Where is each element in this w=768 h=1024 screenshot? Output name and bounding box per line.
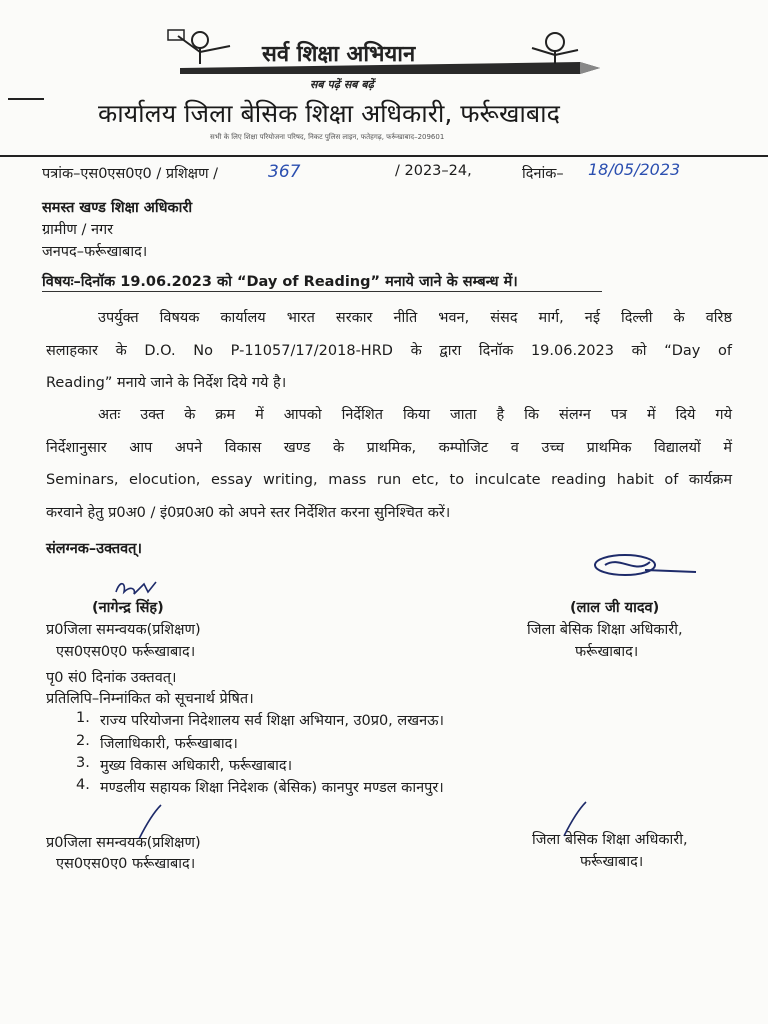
list-number: 1. <box>76 710 90 726</box>
coordinator-title: प्र0जिला समन्वयक(प्रशिक्षण) <box>46 622 201 638</box>
ref-year: / 2023–24, <box>395 163 472 179</box>
addressee-line-3: जनपद–फर्रूखाबाद। <box>42 244 148 260</box>
logo-tagline: सब पढ़ें सब बढ़ें <box>310 78 374 91</box>
margin-mark <box>8 98 44 100</box>
copy-ref-line: पृ0 सं0 दिनांक उक्तवत्। <box>46 670 177 686</box>
dbeo-signature <box>590 550 700 580</box>
letter-date: 18/05/2023 <box>588 160 681 179</box>
list-item: मण्डलीय सहायक शिक्षा निदेशक (बेसिक) कानपुर मण्डल कानपुर। <box>100 780 444 796</box>
list-number: 2. <box>76 733 90 749</box>
body-line: सलाहकार के D.O. No P-11057/17/2018-HRD के द्वारा दिनॉक 19.06.2023 को “Day of <box>46 342 732 359</box>
ref-number: 367 <box>268 162 301 182</box>
logo-title: सर्व शिक्षा अभियान <box>262 41 416 67</box>
subject-line: विषयः–दिनॉक 19.06.2023 को “Day of Reading” मनाये जाने के सम्बन्ध में। <box>42 274 518 290</box>
body-line: उपर्युक्त विषयक कार्यालय भारत सरकार नीति भवन, संसद मार्ग, नई दिल्ली के वरिष्ठ <box>98 310 732 326</box>
body-line: निर्देशानुसार आप अपने विकास खण्ड के प्राथमिक, कम्पोजिट व उच्च प्राथमिक विद्यालयों में <box>46 439 732 456</box>
coordinator-name: (नागेन्द्र सिंह) <box>92 600 164 616</box>
dbeo-office: फर्रूखाबाद। <box>575 644 639 660</box>
ref-label: पत्रांक–एस0एस0ए0 / प्रशिक्षण / <box>42 166 219 182</box>
enclosure-note: संलग्नक–उक्तवत्। <box>46 541 142 557</box>
footer-dbeo-title: जिला बेसिक शिक्षा अधिकारी, <box>532 832 688 848</box>
footer-coordinator-title: प्र0जिला समन्वयक(प्रशिक्षण) <box>46 835 201 851</box>
list-number: 4. <box>76 777 90 793</box>
subject-underline <box>42 291 602 292</box>
footer-coordinator-office: एस0एस0ए0 फर्रूखाबाद। <box>56 856 196 872</box>
body-paragraph-2 <box>46 399 732 529</box>
date-label: दिनांक– <box>522 166 564 182</box>
footer-dbeo-office: फर्रूखाबाद। <box>580 854 644 870</box>
dbeo-name: (लाल जी यादव) <box>570 600 660 616</box>
header-rule <box>0 155 768 157</box>
body-line: Seminars, elocution, essay writing, mass run etc, to inculcate reading habit of कार्यक्रम <box>46 472 732 488</box>
list-item: राज्य परियोजना निदेशालय सर्व शिक्षा अभियान, उ0प्र0, लखनऊ। <box>100 713 445 729</box>
copy-intro: प्रतिलिपि–निम्नांकित को सूचनार्थ प्रेषित। <box>46 691 254 707</box>
body-line: Reading” मनाये जाने के निर्देश दिये गये है। <box>46 375 287 391</box>
addressee-line-1: समस्त खण्ड शिक्षा अधिकारी <box>42 200 193 216</box>
list-number: 3. <box>76 755 90 771</box>
office-address: सभी के लिए शिक्षा परियोजना परिषद, निकट पुलिस लाइन, फतेहगढ़, फर्रूखाबाद–209601 <box>210 133 445 141</box>
body-line: करवाने हेतु प्र0अ0 / इं0प्र0अ0 को अपने स्तर निर्देशित करना सुनिश्चित करें। <box>46 504 451 521</box>
addressee-line-2: ग्रामीण / नगर <box>42 222 114 238</box>
coordinator-office: एस0एस0ए0 फर्रूखाबाद। <box>56 644 196 660</box>
list-item: जिलाधिकारी, फर्रूखाबाद। <box>100 736 238 752</box>
dbeo-title: जिला बेसिक शिक्षा अधिकारी, <box>527 622 683 638</box>
office-title: कार्यालय जिला बेसिक शिक्षा अधिकारी, फर्रूखाबाद <box>98 99 560 128</box>
body-paragraph-1 <box>46 302 732 400</box>
list-item: मुख्य विकास अधिकारी, फर्रूखाबाद। <box>100 758 293 774</box>
body-line: अतः उक्त के क्रम में आपको निर्देशित किया जाता है कि संलग्न पत्र में दिये गये <box>98 407 732 423</box>
